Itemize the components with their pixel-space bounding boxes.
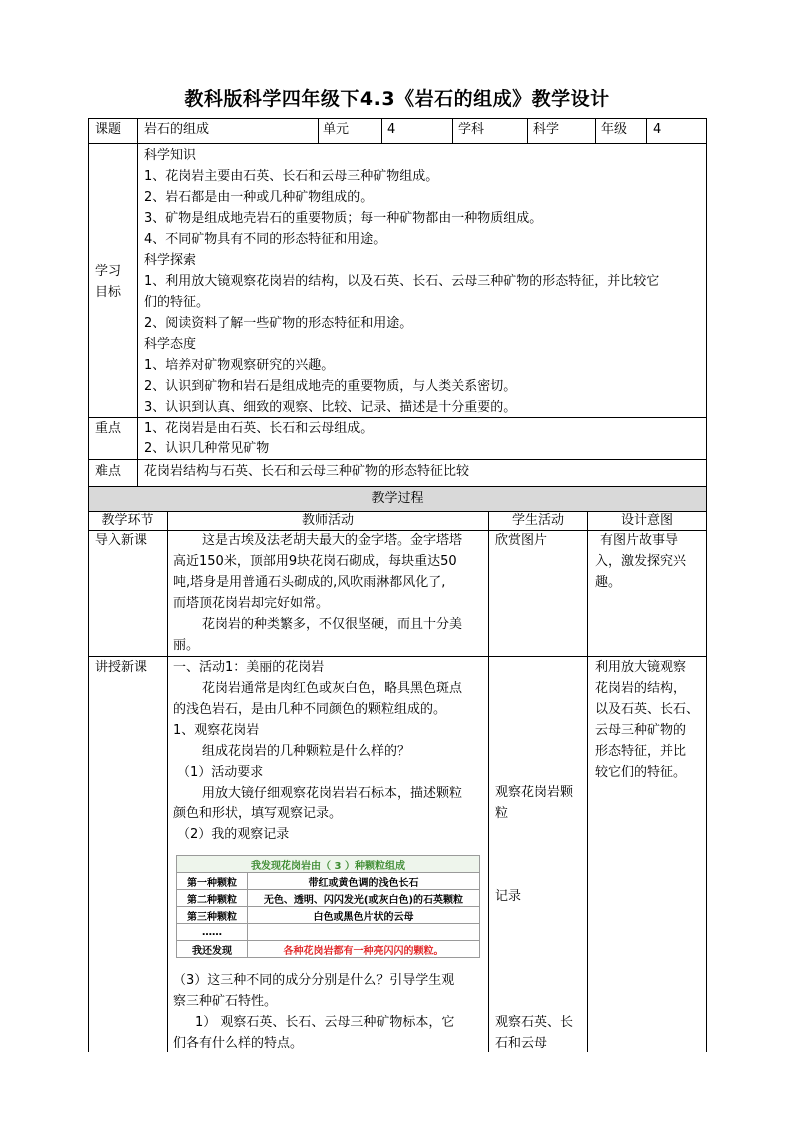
intro-stage: 导入新课 <box>95 533 148 548</box>
observation-found-label: 我还发现 <box>177 941 248 958</box>
observation-row-value: 白色或黑色片状的云母 <box>248 907 480 924</box>
lesson-line: 们各有什么样的特点。 <box>173 1036 304 1051</box>
subject-label: 学科 <box>458 122 485 137</box>
lesson-intent-line: 以及石英、长石、 <box>595 702 700 717</box>
key-point-line: 1、花岗岩是由石英、长石和云母组成。 <box>144 421 374 436</box>
table-row <box>177 873 480 890</box>
col-stage-header: 教学环节 <box>101 513 154 528</box>
lesson-line: （1）活动要求 <box>177 765 264 780</box>
intro-intent-line: 有图片故事导 <box>600 533 679 548</box>
lesson-student-3: 观察石英、长 <box>495 1015 574 1030</box>
observation-row-label: 第二种颗粒 <box>177 890 248 907</box>
objective-line: 2、阅读资料了解一些矿物的形态特征和用途。 <box>144 316 413 331</box>
process-title: 教学过程 <box>371 491 424 506</box>
lesson-line: 1、观察花岗岩 <box>173 723 260 738</box>
lesson-line: 的浅色岩石，是由几种不同颜色的颗粒组成的。 <box>173 702 447 717</box>
lesson-student-1: 观察花岗岩颗 <box>495 785 574 800</box>
intro-intent-line: 趣。 <box>595 575 622 590</box>
objective-line: 们的特征。 <box>144 295 210 310</box>
lesson-student-2: 记录 <box>495 889 522 904</box>
lesson-line: 组成花岗岩的几种颗粒是什么样的？ <box>202 744 411 759</box>
course-value: 岩石的组成 <box>144 122 210 137</box>
course-label: 课题 <box>95 122 122 137</box>
lesson-line: 颜色和形状，填写观察记录。 <box>173 806 343 821</box>
intro-student: 欣赏图片 <box>495 533 548 548</box>
lesson-student-1: 粒 <box>495 806 509 821</box>
lesson-line: （3）这三种不同的成分分别是什么？引导学生观 <box>173 973 455 988</box>
observation-row-label: 第一种颗粒 <box>177 873 248 890</box>
observation-row-label: …… <box>177 924 248 941</box>
lesson-student-3: 石和云母 <box>495 1036 548 1051</box>
observation-row-value: 带红或黄色调的浅色长石 <box>248 873 480 890</box>
observation-row-value: 无色、透明、闪闪发光(或灰白色)的石英颗粒 <box>248 890 480 907</box>
key-point-line: 2、认识几种常见矿物 <box>144 441 270 456</box>
intro-intent-line: 入，激发探究兴 <box>595 554 687 569</box>
objective-line: 3、矿物是组成地壳岩石的重要物质；每一种矿物都由一种物质组成。 <box>144 211 543 226</box>
lesson-stage: 讲授新课 <box>95 660 148 675</box>
intro-line: 这是古埃及法老胡夫最大的金字塔。金字塔塔 <box>202 533 463 548</box>
observation-row-label: 第三种颗粒 <box>177 907 248 924</box>
grade-label: 年级 <box>601 122 628 137</box>
objective-line: 科学态度 <box>144 337 197 352</box>
table-row <box>177 941 480 958</box>
observation-table <box>176 855 480 958</box>
lesson-line: 用放大镜仔细观察花岗岩岩石标本，描述颗粒 <box>202 786 463 801</box>
intro-line: 丽。 <box>173 638 200 653</box>
grade-value: 4 <box>653 122 662 137</box>
objective-line: 3、认识到认真、细致的观察、比较、记录、描述是十分重要的。 <box>144 400 517 415</box>
lesson-line: 1） 观察石英、长石、云母三种矿物标本，它 <box>195 1015 455 1030</box>
col-teacher-header: 教师活动 <box>301 513 354 528</box>
lesson-line: （2）我的观察记录 <box>177 827 290 842</box>
objective-line: 科学探索 <box>144 253 197 268</box>
subject-value: 科学 <box>533 122 560 137</box>
observation-found-value: 各种花岗岩都有一种亮闪闪的颗粒。 <box>248 941 480 958</box>
table-row <box>177 924 480 941</box>
intro-line: 花岗岩的种类繁多，不仅很坚硬，而且十分美 <box>202 617 463 632</box>
lesson-intent-line: 形态特征，并比 <box>595 744 687 759</box>
unit-value: 4 <box>387 122 396 137</box>
objective-line: 1、利用放大镜观察花岗岩的结构，以及石英、长石、云母三种矿物的形态特征，并比较它 <box>144 274 660 289</box>
objectives-label-2: 目标 <box>95 285 122 300</box>
lesson-line: 花岗岩通常是肉红色或灰白色，略具黑色斑点 <box>202 681 463 696</box>
intro-line: 而塔顶花岗岩却完好如常。 <box>173 596 330 611</box>
lesson-line: 一、活动1：美丽的花岗岩 <box>173 660 325 675</box>
objective-line: 2、岩石都是由一种或几种矿物组成的。 <box>144 190 374 205</box>
observation-row-value <box>248 924 480 941</box>
col-student-header: 学生活动 <box>511 513 564 528</box>
objectives-label-1: 学习 <box>95 264 122 279</box>
table-row <box>177 890 480 907</box>
intro-line: 吨,塔身是用普通石头砌成的,风吹雨淋都风化了, <box>173 575 446 590</box>
lesson-intent-line: 花岗岩的结构， <box>595 681 687 696</box>
difficulty-text: 花岗岩结构与石英、长石和云母三种矿物的形态特征比较 <box>144 464 470 479</box>
objective-line: 1、培养对矿物观察研究的兴趣。 <box>144 358 335 373</box>
objective-line: 2、认识到矿物和岩石是组成地壳的重要物质，与人类关系密切。 <box>144 379 517 394</box>
lesson-intent-line: 利用放大镜观察 <box>595 660 687 675</box>
table-row <box>177 907 480 924</box>
objective-line: 1、花岗岩主要由石英、长石和云母三种矿物组成。 <box>144 169 439 184</box>
objective-line: 4、不同矿物具有不同的形态特征和用途。 <box>144 232 387 247</box>
lesson-intent-line: 云母三种矿物的 <box>595 723 687 738</box>
lesson-intent-line: 较它们的特征。 <box>595 765 687 780</box>
observation-header: 我发现花岗岩由（ 3 ）种颗粒组成 <box>177 856 480 873</box>
difficulty-label: 难点 <box>95 464 122 479</box>
key-points-label: 重点 <box>95 421 122 436</box>
intro-line: 高近150米，顶部用9块花岗石砌成，每块重达50 <box>173 554 457 569</box>
col-intent-header: 设计意图 <box>620 513 673 528</box>
lesson-line: 察三种矿石特性。 <box>173 994 278 1009</box>
unit-label: 单元 <box>323 122 350 137</box>
document-title: 教科版科学四年级下4.3《岩石的组成》教学设计 <box>184 88 610 110</box>
objective-line: 科学知识 <box>144 148 197 163</box>
